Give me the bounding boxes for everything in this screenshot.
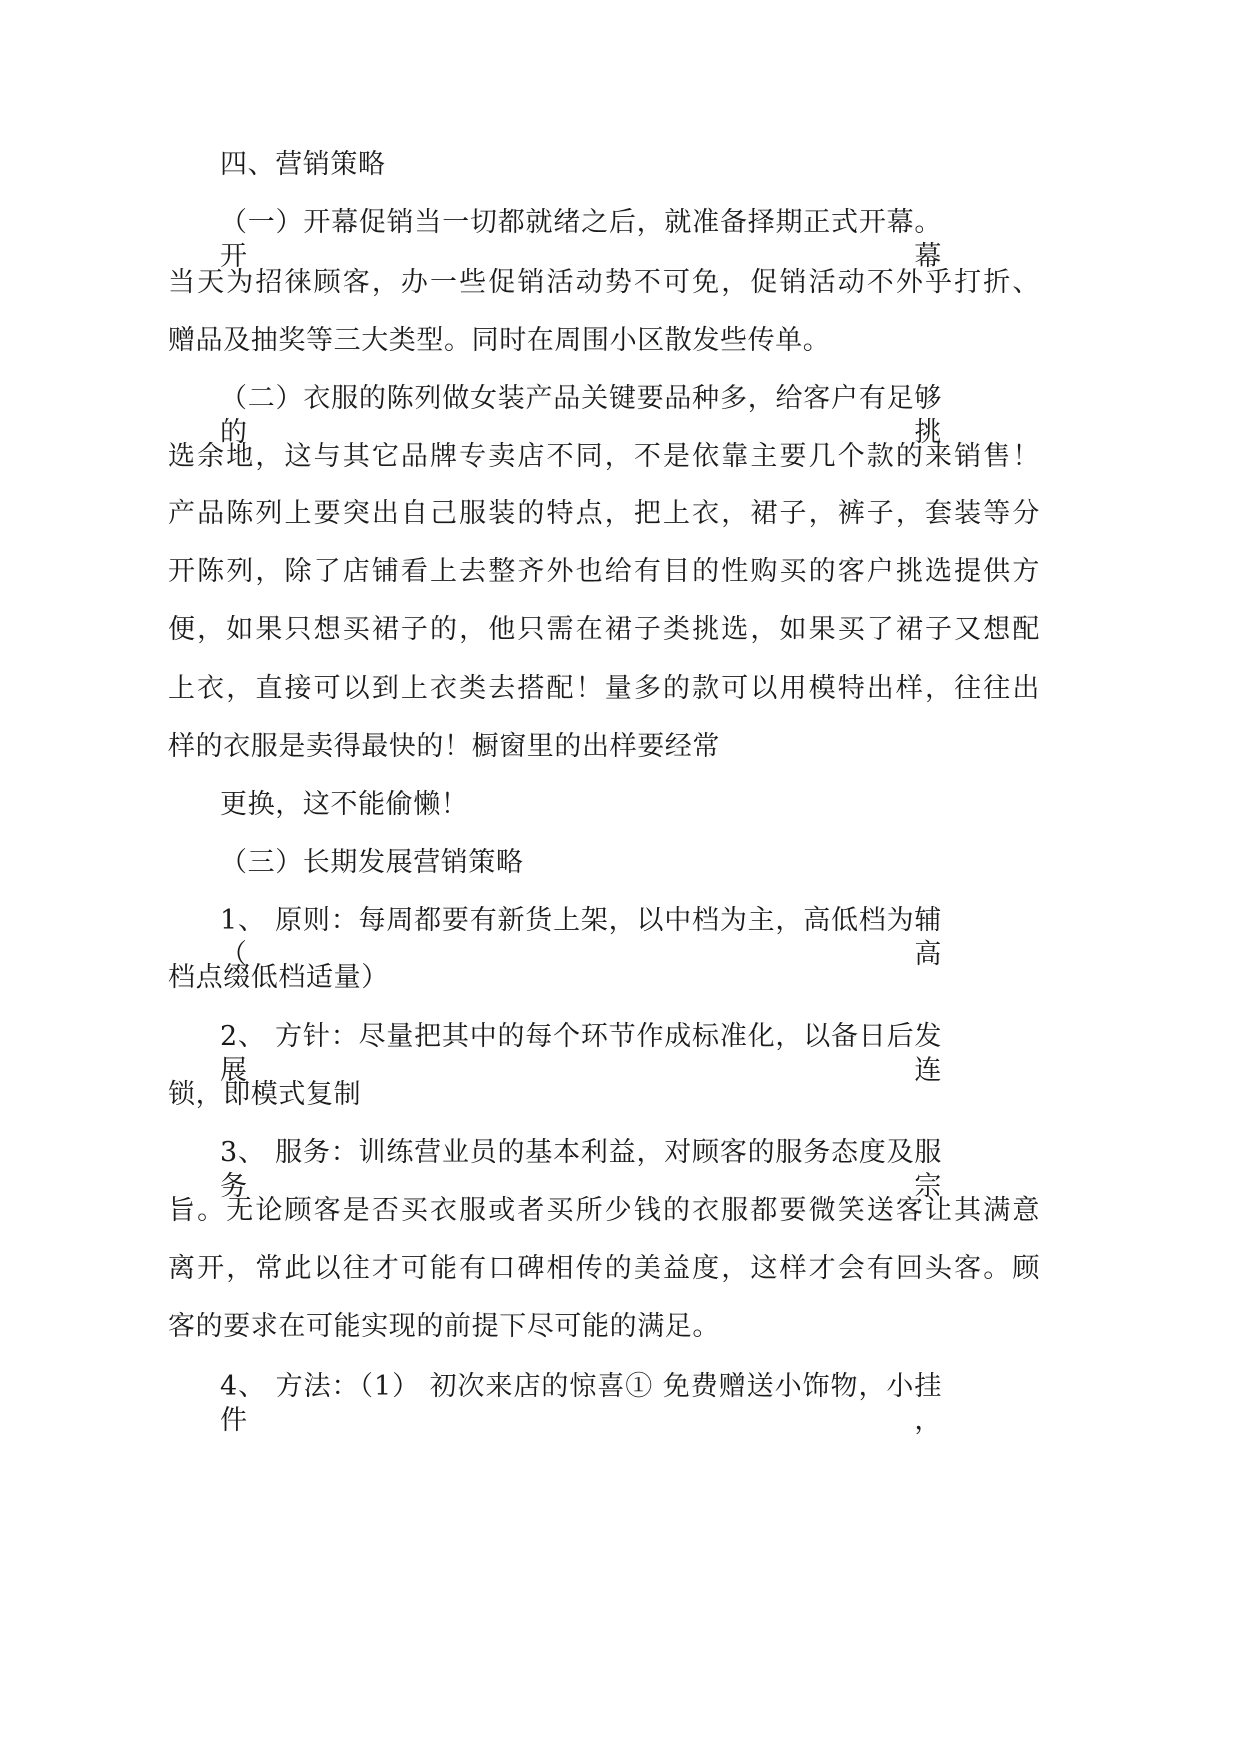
paragraph-line: （一）开幕促销当一切都就绪之后，就准备择期正式开幕。开幕 <box>220 207 942 272</box>
paragraph-line: 上衣，直接可以到上衣类去搭配！量多的款可以用模特出样，往往出 <box>168 673 1040 704</box>
paragraph-line: 开陈列，除了店铺看上去整齐外也给有目的性购买的客户挑选提供方 <box>168 556 1040 587</box>
subsection-heading: （三）长期发展营销策略 <box>220 847 524 878</box>
list-item-line: 1、 原则：每周都要有新货上架，以中档为主，高低档为辅（高 <box>220 905 942 970</box>
list-item-line: 3、 服务：训练营业员的基本利益，对顾客的服务态度及服务宗 <box>220 1137 942 1202</box>
paragraph-line: 更换，这不能偷懒！ <box>220 789 469 820</box>
paragraph-line: 产品陈列上要突出自己服装的特点，把上衣，裙子，裤子，套装等分 <box>168 498 1040 529</box>
list-item-line: 4、 方法：（1） 初次来店的惊喜① 免费赠送小饰物，小挂件， <box>220 1371 942 1436</box>
list-item-line: 离开，常此以往才可能有口碑相传的美益度，这样才会有回头客。顾 <box>168 1253 1040 1284</box>
paragraph-line: 选余地，这与其它品牌专卖店不同，不是依靠主要几个款的来销售！ <box>168 441 1040 472</box>
list-item-line: 档点缀低档适量） <box>168 962 389 993</box>
paragraph-line: 样的衣服是卖得最快的！橱窗里的出样要经常 <box>168 731 720 762</box>
paragraph-line: 便，如果只想买裙子的，他只需在裙子类挑选，如果买了裙子又想配 <box>168 614 1040 645</box>
list-item-line: 客的要求在可能实现的前提下尽可能的满足。 <box>168 1311 720 1342</box>
paragraph-line: （二）衣服的陈列做女装产品关键要品种多，给客户有足够的挑 <box>220 383 942 448</box>
section-heading: 四、营销策略 <box>220 149 386 180</box>
list-item-line: 锁，即模式复制 <box>168 1079 362 1110</box>
paragraph-line: 当天为招徕顾客，办一些促销活动势不可免，促销活动不外乎打折、 <box>168 267 1040 298</box>
paragraph-line: 赠品及抽奖等三大类型。同时在周围小区散发些传单。 <box>168 325 831 356</box>
list-item-line: 旨。无论顾客是否买衣服或者买所少钱的衣服都要微笑送客让其满意 <box>168 1195 1040 1226</box>
list-item-line: 2、 方针：尽量把其中的每个环节作成标准化，以备日后发展连 <box>220 1021 942 1086</box>
